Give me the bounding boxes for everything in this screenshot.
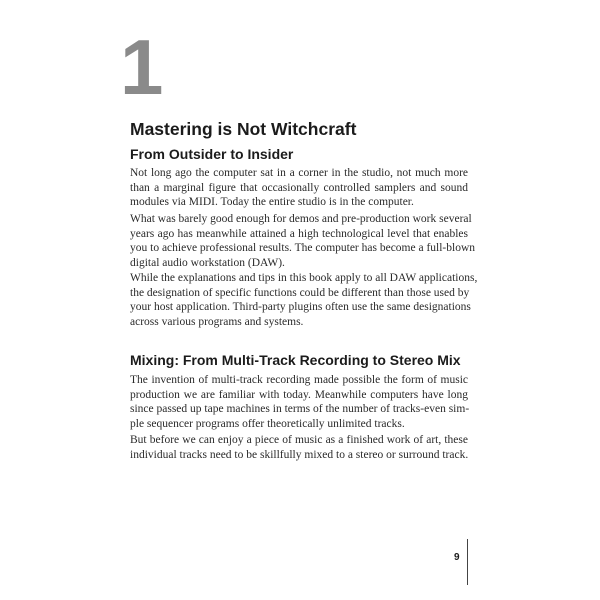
text-line: years ago has meanwhile attained a high technological level that enables [130, 227, 468, 240]
chapter-title: Mastering is Not Witchcraft [130, 119, 357, 139]
text-line: the designation of specific functions could be different than those used by [130, 286, 470, 299]
text-line: than a marginal figure that occasionally controlled samplers and sound [130, 181, 468, 194]
section-heading-mixing: Mixing: From Multi-Track Recording to Stereo Mix [130, 352, 461, 368]
text-line: since passed up tape machines in terms of the number of tracks-even sim- [130, 403, 470, 415]
paragraph [130, 271, 478, 329]
chapter-number: 1 [120, 23, 163, 111]
paragraph [130, 373, 468, 431]
text-line: you to achieve professional results. The computer has become a full-blown [130, 242, 476, 254]
text-line: But before we can enjoy a piece of music as a finished work of art, these [130, 434, 468, 446]
page-number-rule [467, 539, 468, 585]
text-line: individual tracks need to be skillfully mixed to a stereo or surround track. [130, 448, 469, 461]
text-line: While the explanations and tips in this book apply to all DAW applications, [130, 272, 478, 284]
text-line: The invention of multi-track recording made possible the form of music [130, 374, 468, 386]
section-heading-outsider-to-insider: From Outsider to Insider [130, 146, 294, 162]
paragraph [130, 212, 476, 270]
text-line: Not long ago the computer sat in a corner in the studio, not much more [130, 167, 468, 179]
text-line: digital audio workstation (DAW). [130, 256, 285, 269]
text-line: ple sequencer programs offer theoretically unlimited tracks. [130, 417, 405, 430]
text-line: across various programs and systems. [130, 315, 304, 328]
page-number: 9 [454, 552, 460, 563]
text-line: modules via MIDI. Today the entire studio is in the computer. [130, 196, 414, 208]
text-line: your host application. Third-party plugins often use the same designations [130, 301, 471, 313]
paragraph [130, 166, 468, 210]
text-line: What was barely good enough for demos and pre-production work several [130, 213, 472, 225]
paragraph [130, 433, 468, 462]
text-line: production we are familiar with today. Meanwhile computers have long [130, 388, 468, 401]
